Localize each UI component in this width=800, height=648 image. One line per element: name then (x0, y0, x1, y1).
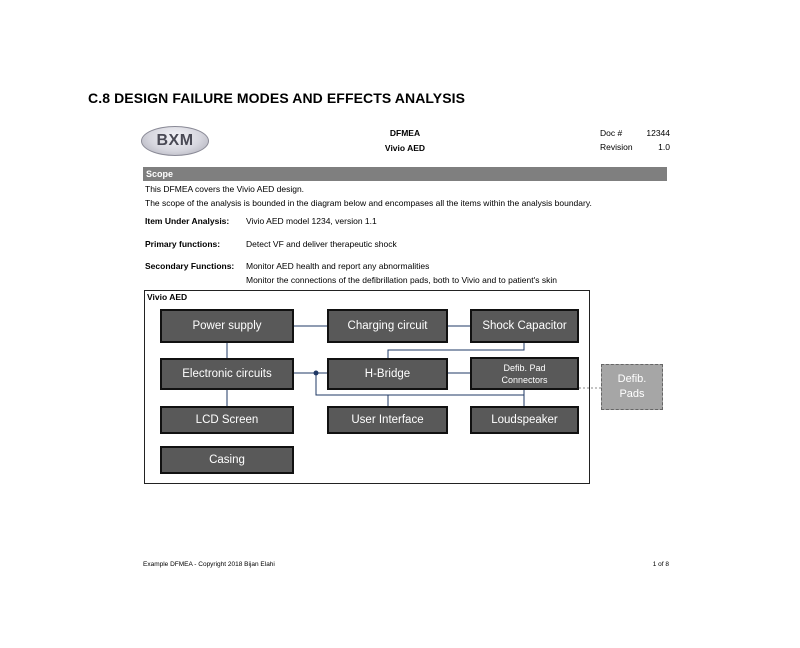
defib-pad-connectors-line1: Defib. Pad (503, 362, 546, 373)
doc-number-value: 12344 (646, 128, 670, 138)
wire-junction-dot (314, 371, 319, 376)
item-under-analysis-label: Item Under Analysis: (145, 216, 230, 226)
block-user-interface: User Interface (327, 406, 448, 434)
scope-line-1: This DFMEA covers the Vivio AED design. (145, 184, 305, 194)
block-lcd-screen: LCD Screen (160, 406, 294, 434)
block-h-bridge: H-Bridge (327, 358, 448, 390)
primary-functions-value: Detect VF and deliver therapeutic shock (246, 239, 397, 249)
block-loudspeaker: Loudspeaker (470, 406, 579, 434)
block-casing: Casing (160, 446, 294, 474)
footer-page-number: 1 of 8 (652, 561, 669, 568)
document-title-line2: Vivio AED (384, 143, 426, 153)
external-defib-pads (601, 364, 663, 410)
document-title-line1: DFMEA (389, 128, 421, 138)
wire-capacitor-hbridge (388, 342, 524, 358)
doc-number-label: Doc # (600, 128, 623, 138)
revision-label: Revision (600, 142, 633, 152)
secondary-functions-value-2: Monitor the connections of the defibrillation pads, both to Vivio and to patient's skin (246, 275, 557, 285)
defib-pad-connectors-line2: Connectors (501, 374, 548, 385)
item-under-analysis-value: Vivio AED model 1234, version 1.1 (246, 216, 377, 226)
scope-line-2: The scope of the analysis is bounded in the diagram below and encompases all the items within the analysis boundary. (145, 198, 592, 208)
block-defib-pad-connectors (470, 357, 579, 390)
primary-functions-label: Primary functions: (145, 239, 221, 249)
section-title: C.8 DESIGN FAILURE MODES AND EFFECTS ANALYSIS (88, 90, 466, 106)
revision-value: 1.0 (658, 142, 670, 152)
logo-text: BXM (156, 132, 194, 149)
secondary-functions-value-1: Monitor AED health and report any abnormalities (246, 261, 430, 271)
defib-pads-line1: Defib. (617, 373, 647, 385)
boundary-label: Vivio AED (147, 292, 188, 302)
block-power-supply: Power supply (160, 309, 294, 343)
secondary-functions-label: Secondary Functions: (145, 261, 235, 271)
footer-copyright: Example DFMEA - Copyright 2018 Bijan Elahi (143, 561, 275, 568)
block-shock-capacitor: Shock Capacitor (470, 309, 579, 343)
block-electronic-circuits: Electronic circuits (160, 358, 294, 390)
defib-pads-line2: Pads (619, 388, 645, 400)
scope-heading: Scope (143, 167, 667, 181)
block-charging-circuit: Charging circuit (327, 309, 448, 343)
